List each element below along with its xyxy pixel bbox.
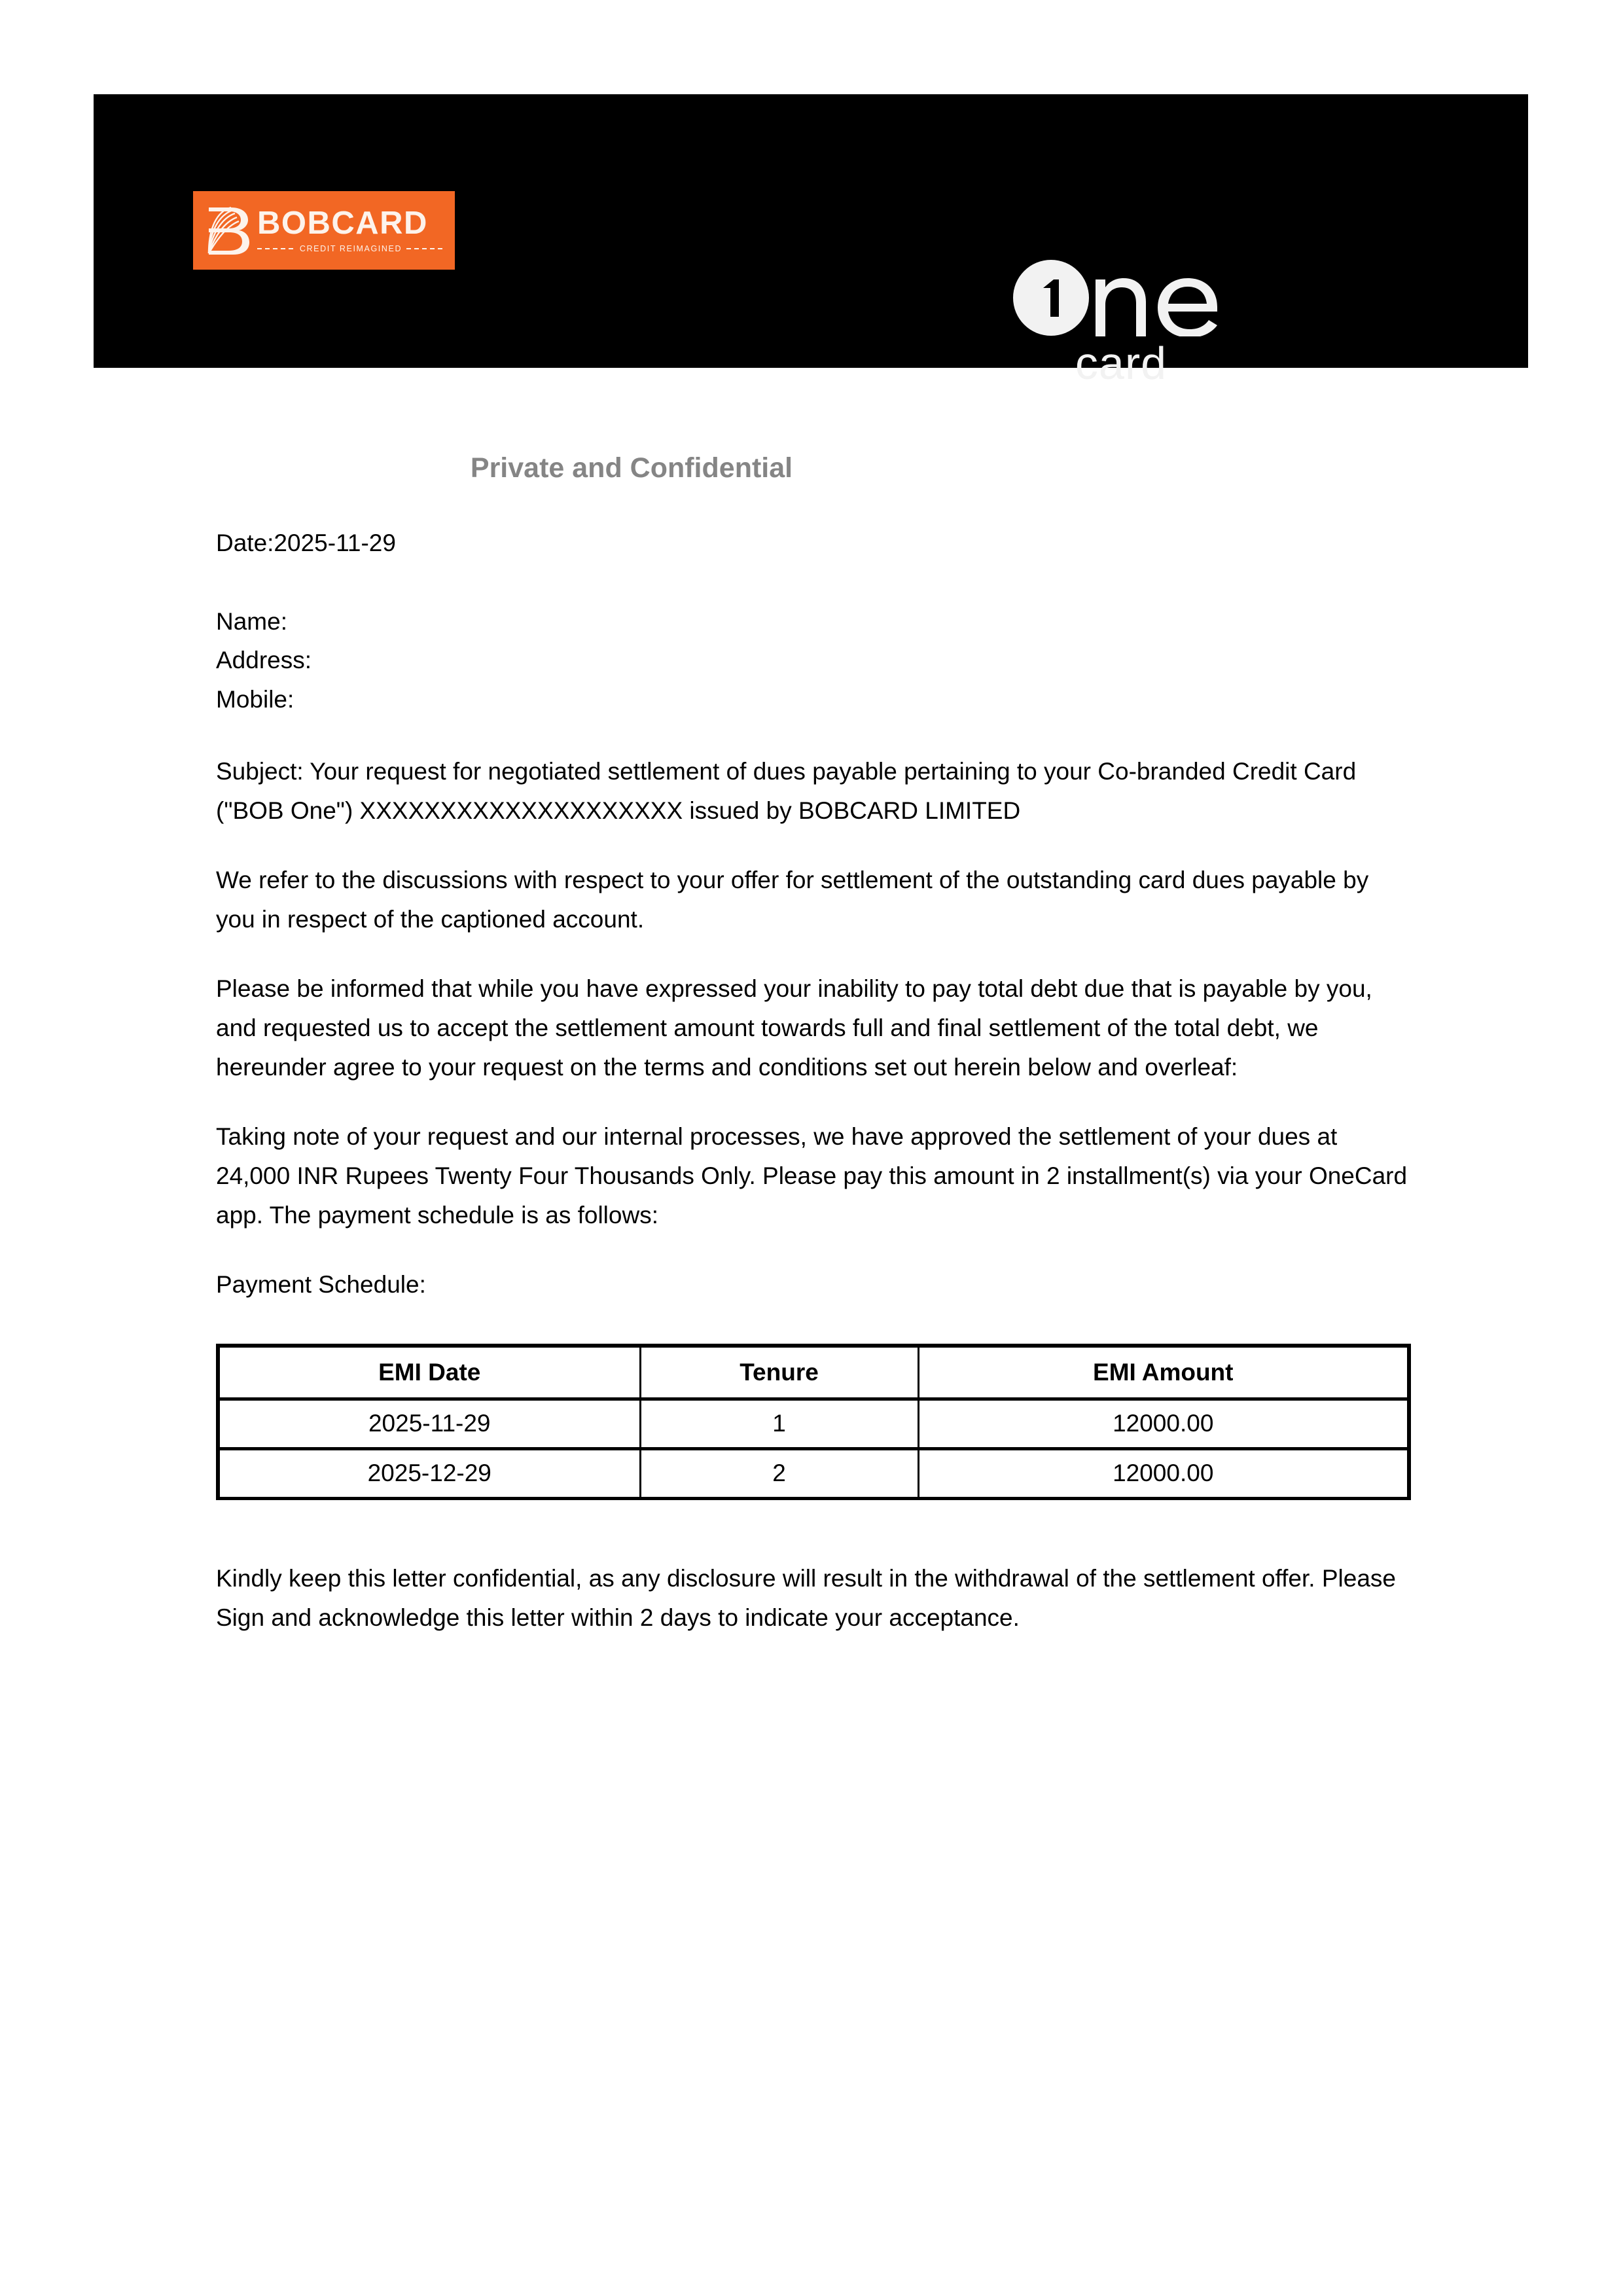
- bobcard-tagline-row: [257, 244, 444, 253]
- subject-paragraph: Subject: Your request for negotiated settlement of dues payable pertaining to your Co-branded Credit Card ("BOB One") XXXXXXXXXXXXXXXXXXXX issued by BOBCARD LIMITED: [216, 758, 1357, 825]
- inability-paragraph: Please be informed that while you have expressed your inability to pay total debt due that is payable by you, and requested us to accept the settlement amount towards full and final settlement of the total debt, we hereunder agree to your request on the terms and conditions set out herein below and overleaf:: [216, 975, 1372, 1081]
- tagline-rule-left: [257, 248, 295, 249]
- bobcard-wordmark: BOBCARD: [257, 206, 428, 241]
- date-line: Date:2025-11-29: [216, 529, 396, 556]
- letter-body: [216, 452, 1414, 1638]
- cell-tenure: 1: [640, 1399, 918, 1448]
- bobcard-emblem-icon: [202, 202, 251, 259]
- cell-emi-date: 2025-12-29: [218, 1448, 640, 1498]
- tagline-rule-right: [406, 248, 444, 249]
- recipient-mobile-label: Mobile:: [216, 686, 294, 713]
- cell-emi-date: 2025-11-29: [218, 1399, 640, 1448]
- column-header-emi-date: EMI Date: [218, 1346, 640, 1399]
- column-header-tenure: Tenure: [640, 1346, 918, 1399]
- reference-paragraph: We refer to the discussions with respect to your offer for settlement of the outstanding card dues payable by you in respect of the captioned account.: [216, 867, 1369, 933]
- column-header-emi-amount: EMI Amount: [918, 1346, 1409, 1399]
- bobcard-logo: [193, 191, 455, 270]
- onecard-subword: card: [1075, 338, 1168, 389]
- cell-tenure: 2: [640, 1448, 918, 1498]
- onecard-wordmark: [1003, 259, 1239, 336]
- recipient-address-label: Address:: [216, 647, 312, 674]
- onecard-one-mark-icon: [1013, 259, 1229, 336]
- header-banner: [94, 94, 1528, 389]
- bobcard-tagline: CREDIT REIMAGINED: [299, 244, 402, 253]
- cell-emi-amount: 12000.00: [918, 1399, 1409, 1448]
- onecard-logo: [1003, 259, 1239, 390]
- bobcard-text-block: [257, 207, 444, 253]
- cell-emi-amount: 12000.00: [918, 1448, 1409, 1498]
- payment-schedule-table: [216, 1344, 1411, 1500]
- confidentiality-note-paragraph: Kindly keep this letter confidential, as any disclosure will result in the withdrawal of the settlement offer. Please Sign and acknowledge this letter within 2 days to indicate your acceptance.: [216, 1564, 1396, 1631]
- approval-paragraph: Taking note of your request and our internal processes, we have approved the settlement of your dues at 24,000 INR Rupees Twenty Four Thousands Only. Please pay this amount in 2 installment(s) via your OneCard app. The payment schedule is as follows:: [216, 1122, 1408, 1229]
- table-header-row: [218, 1346, 1409, 1399]
- payment-schedule-label: Payment Schedule:: [216, 1270, 426, 1298]
- page-title: Private and Confidential: [470, 452, 793, 484]
- recipient-name-label: Name:: [216, 607, 287, 635]
- table-row: [218, 1448, 1409, 1498]
- table-row: [218, 1399, 1409, 1448]
